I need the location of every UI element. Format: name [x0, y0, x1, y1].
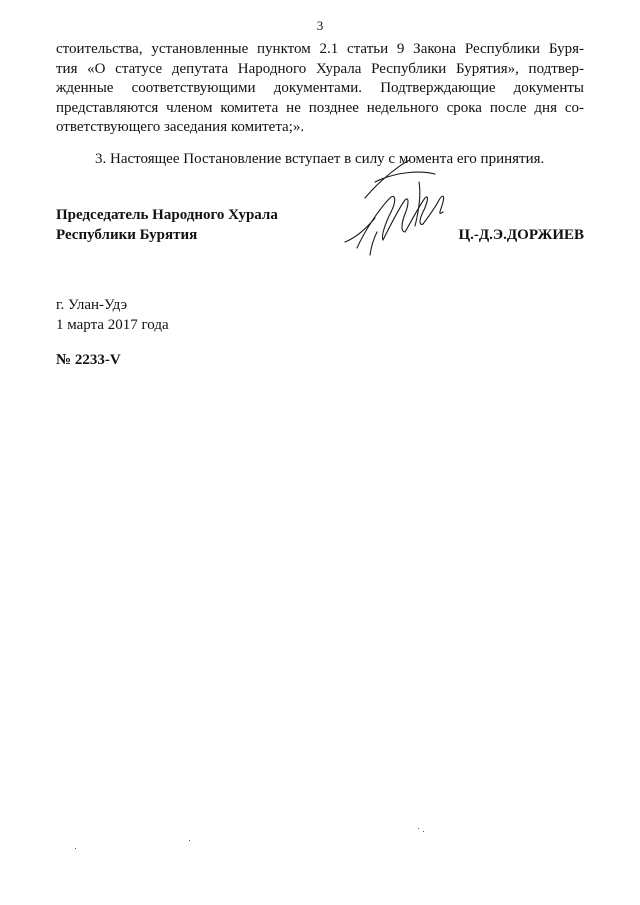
- date: 1 марта 2017 года: [56, 316, 169, 333]
- document-number: № 2233-V: [56, 352, 121, 368]
- scan-speck: [418, 828, 419, 829]
- signer-title: [56, 206, 278, 245]
- paragraph-3: 3. Настоящее Постановление вступает в силу с момента его принятия.: [95, 151, 545, 167]
- page-number: 3: [316, 18, 324, 33]
- scan-speck: [75, 848, 76, 849]
- body-line: жденные соответствующими документами. Подтверждающие документы: [56, 80, 584, 96]
- body-line: ответствующего заседания комитета;».: [56, 119, 305, 135]
- body-line: стоительства, установленные пунктом 2.1 статьи 9 Закона Республики Буря-: [56, 41, 584, 57]
- body-paragraph: [56, 40, 584, 138]
- scan-speck: [423, 831, 424, 832]
- signer-title-line: Председатель Народного Хурала: [56, 207, 278, 223]
- scan-speck: [189, 840, 190, 841]
- body-line: тия «О статусе депутата Народного Хурала Республики Бурятия», подтвер-: [56, 60, 584, 77]
- place-date-block: [56, 296, 169, 335]
- signature-image: [335, 160, 455, 265]
- signer-name: Ц.-Д.Э.ДОРЖИЕВ: [458, 227, 584, 243]
- signer-title-line: Республики Бурятия: [56, 226, 198, 243]
- body-line: представляются членом комитета не позднее недельного срока после дня со-: [56, 99, 584, 116]
- place: г. Улан-Удэ: [56, 297, 128, 313]
